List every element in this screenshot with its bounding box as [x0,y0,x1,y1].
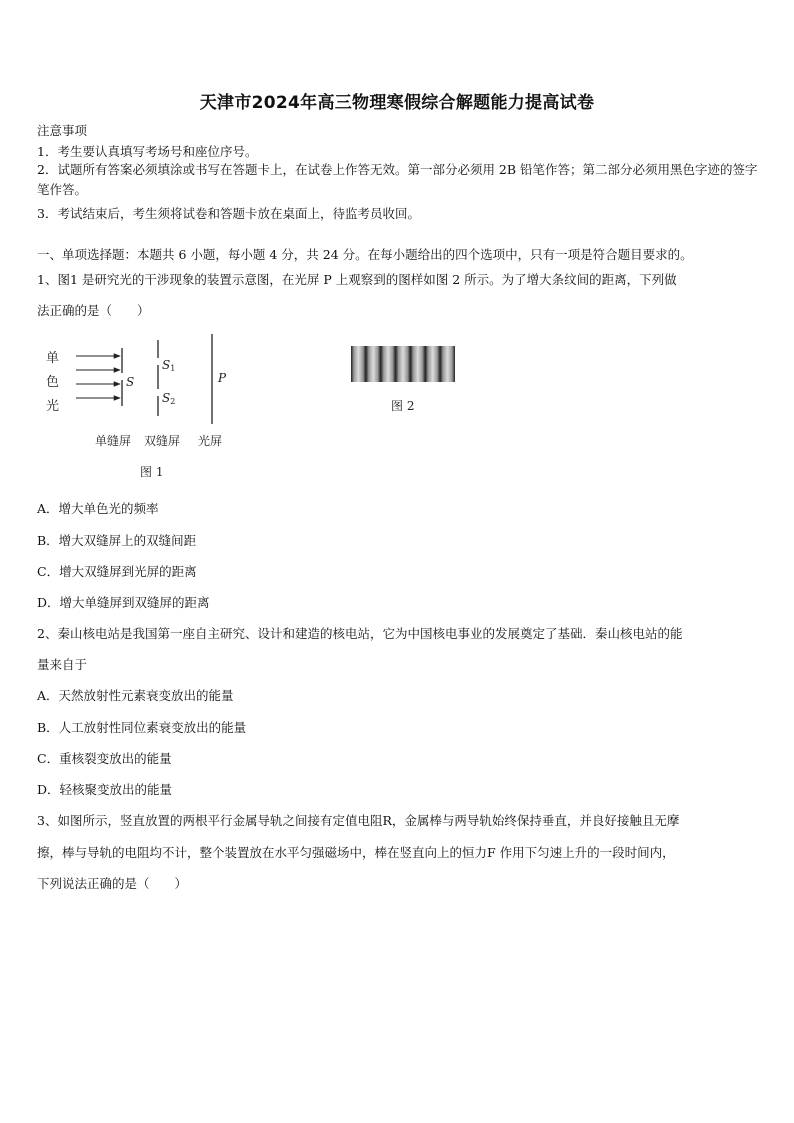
q2-option-b: B．人工放射性同位素衰变放出的能量 [37,720,247,735]
q3-stem-line1: 3、如图所示，竖直放置的两根平行金属导轨之间接有定值电阻R，金属棒与两导轨始终保持垂直，并良好接触且无摩 [37,813,680,828]
q2-option-a: A．天然放射性元素衰变放出的能量 [37,688,234,703]
fringe-pattern [351,346,455,382]
q1-option-d: D．增大单缝屏到双缝屏的距离 [37,595,210,610]
label-p: P [218,371,227,385]
bright-fringe [410,346,425,382]
bright-fringe [366,346,381,382]
bright-fringe [396,346,411,382]
q2-stem-line2: 量来自于 [37,657,88,672]
bright-fringe [440,346,455,382]
figure-1-apparatus [40,334,280,484]
q1-stem-line1: 1、图1 是研究光的干涉现象的装置示意图，在光屏 P 上观察到的图样如图 2 所示。为了增大条纹间的距离，下列做 [37,272,677,287]
light-char-1: 单 [46,351,60,366]
page-title: 天津市2024年高三物理寒假综合解题能力提高试卷 [199,93,595,113]
single-slit-screen-label: 单缝屏 [95,434,132,448]
light-char-2: 色 [46,375,60,390]
figure-1-caption: 图 1 [140,465,164,479]
q2-stem-line1: 2、秦山核电站是我国第一座自主研究、设计和建造的核电站，它为中国核电事业的发展奠定了基础．秦山核电站的能 [37,626,683,641]
notice-item-1: 1．考生要认真填写考场号和座位序号。 [37,144,258,159]
q2-option-d: D．轻核聚变放出的能量 [37,782,173,797]
q1-option-a: A．增大单色光的频率 [37,501,159,516]
figure-2-caption: 图 2 [391,399,415,413]
double-slit-screen-label: 双缝屏 [144,434,181,448]
q1-option-c: C．增大双缝屏到光屏的距离 [37,564,197,579]
label-s2: S2 [162,391,176,406]
notice-item-2: 2．试题所有答案必须填涂或书写在答题卡上，在试卷上作答无效。第一部分必须用 2B 铅笔作答；第二部分必须用黑色字迹的签字笔作答。 [37,162,758,197]
q3-stem-line3: 下列说法正确的是（ ） [37,876,188,891]
light-char-3: 光 [46,399,60,414]
bright-fringe [351,346,366,382]
notice-item-3: 3．考试结束后，考生须将试卷和答题卡放在桌面上，待监考员收回。 [37,206,420,221]
bright-fringe [381,346,396,382]
section-heading: 一、单项选择题：本题共 6 小题，每小题 4 分，共 24 分。在每小题给出的四个选项中，只有一项是符合题目要求的。 [37,247,693,262]
figure-2-fringes [349,344,457,416]
q3-stem-line2: 擦，棒与导轨的电阻均不计，整个装置放在水平匀强磁场中，棒在竖直向上的恒力F 作用下匀速上升的一段时间内， [37,845,675,860]
q1-stem-line2: 法正确的是（ ） [37,303,150,318]
q1-option-b: B．增大双缝屏上的双缝间距 [37,533,197,548]
notice-heading: 注意事项 [37,123,88,138]
q2-option-c: C．重核裂变放出的能量 [37,751,172,766]
light-screen-label: 光屏 [198,434,223,448]
bright-fringe [425,346,440,382]
label-s: S [126,375,135,389]
label-s1: S1 [162,358,176,373]
